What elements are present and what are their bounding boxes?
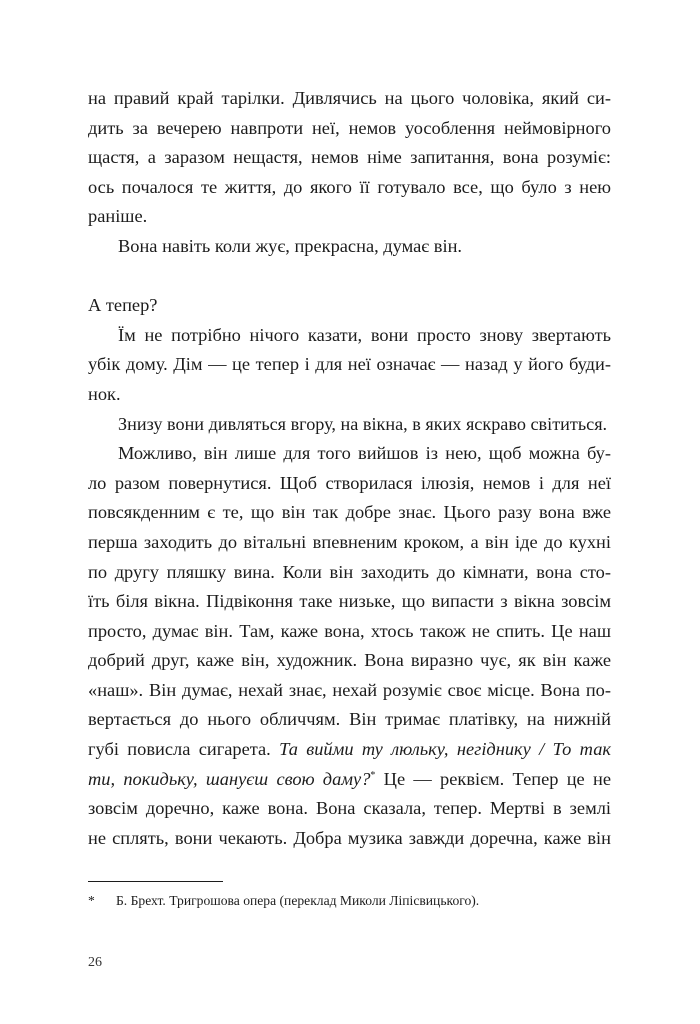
text-line: на правий край тарілки. Дивлячись на цього чоловіка, який си-	[88, 88, 611, 108]
footnote-text: Б. Брехт. Тригрошова опера (переклад Миколи Ліпісвицького).	[116, 893, 480, 908]
text-run: губі повисла сигарета.	[88, 739, 280, 760]
page-number: 26	[88, 955, 102, 970]
text-line: повсякденним є те, що він так добре знає. Цього разу вона вже	[88, 502, 611, 523]
paragraph	[88, 321, 611, 410]
text-line: не сплять, вони чекають. Добра музика завжди доречна, каже він	[88, 827, 611, 848]
main-text	[88, 84, 611, 853]
paragraph	[88, 439, 611, 853]
text-run: Це — реквієм. Тепер це не	[375, 768, 611, 789]
text-line: убік дому. Дім — це тепер і для неї означає — назад у його буди-	[88, 354, 611, 375]
text-line: ось почалося те життя, до якого її готувало все, що було з нею	[88, 176, 611, 197]
paragraph	[88, 84, 611, 232]
text-line: Знизу вони дивляться вгору, на вікна, в яких яскраво світиться.	[118, 413, 608, 434]
text-line	[88, 735, 611, 765]
text-line	[88, 765, 611, 795]
text-line: Їм не потрібно нічого казати, вони просто знову звертають	[118, 324, 611, 345]
text-line: раніше.	[88, 206, 148, 227]
text-line: дить за вечерею навпроти неї, немов уособлення неймовірного	[88, 117, 611, 138]
paragraph	[88, 291, 611, 321]
text-line: добрий друг, каже він, художник. Вона виразно чує, як він каже	[88, 650, 611, 671]
section-break	[88, 262, 611, 292]
footnote-marker: *	[370, 769, 376, 781]
text-line: по другу пляшку вина. Коли він заходить до кімнати, вона сто-	[88, 561, 611, 582]
footnote	[88, 891, 611, 911]
paragraph	[88, 232, 611, 262]
text-line: їть біля вікна. Підвіконня таке низьке, що випасти з вікна зовсім	[88, 591, 611, 612]
text-line: Можливо, він лише для того вийшов із нею, щоб можна бу-	[118, 443, 611, 464]
footnote-mark: *	[88, 893, 95, 908]
paragraph	[88, 410, 611, 440]
text-line: перша заходить до вітальні впевненим кроком, а він іде до кухні	[88, 531, 611, 552]
text-line: нок.	[88, 383, 121, 404]
text-line: зовсім доречно, каже вона. Вона сказала, тепер. Мертві в землі	[88, 798, 611, 819]
text-line: А тепер?	[88, 295, 158, 316]
text-line: Вона навіть коли жує, прекрасна, думає він.	[118, 235, 463, 256]
italic-quote: Та вийми ту люльку, негіднику / То так	[279, 739, 611, 760]
text-line: «наш». Він думає, нехай знає, нехай розуміє своє місце. Вона по-	[88, 679, 611, 700]
text-line: щастя, а заразом нещастя, немов німе запитання, вона розуміє:	[88, 147, 611, 168]
italic-quote: ти, покидьку, шануєш свою даму?	[88, 768, 371, 789]
footnote-divider	[88, 881, 223, 882]
text-line: просто, думає він. Там, каже вона, хтось також не спить. Це наш	[88, 620, 611, 641]
text-line: вертається до нього обличчям. Він тримає платівку, на нижній	[88, 709, 611, 730]
text-line: ло разом повернутися. Щоб створилася ілюзія, немов і для неї	[88, 472, 611, 493]
